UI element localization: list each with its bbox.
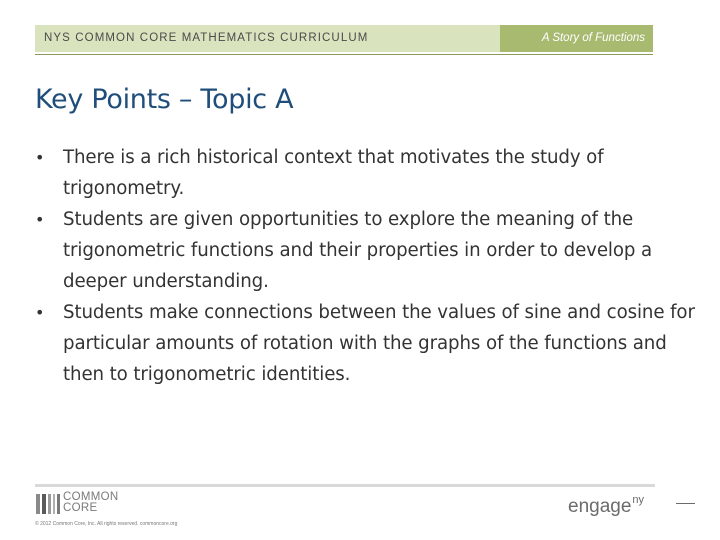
key-points-list <box>35 142 695 390</box>
bullet-text: Students make connections between the values of sine and cosine for particular amounts of rotation with the graphs of the functions and then to trigonometric identities. <box>63 302 695 385</box>
engage-text: engage <box>568 496 632 517</box>
bullet-item <box>35 297 695 390</box>
header-divider <box>35 54 653 55</box>
bullet-icon: • <box>35 210 45 229</box>
common-core-logo-text <box>63 492 118 514</box>
footer-divider <box>35 484 655 487</box>
logo-line-1: COMMON <box>63 491 119 503</box>
engageny-logo <box>568 494 644 518</box>
bullet-text: Students are given opportunities to explore the meaning of the trigonometric functions and their properties in order to develop a deeper understanding. <box>63 209 653 292</box>
ny-text: ny <box>632 494 645 506</box>
slide-title: Key Points – Topic A <box>35 84 294 115</box>
common-core-logo-icon <box>36 494 60 514</box>
logo-line-2: CORE <box>63 502 98 514</box>
bullet-item <box>35 204 695 297</box>
bullet-icon: • <box>35 303 45 322</box>
curriculum-header: NYS COMMON CORE MATHEMATICS CURRICULUM <box>44 32 369 44</box>
bullet-icon: • <box>35 148 45 167</box>
engage-dash <box>676 503 695 504</box>
story-header: A Story of Functions <box>541 32 645 44</box>
bullet-text: There is a rich historical context that motivates the study of trigonometry. <box>63 147 604 199</box>
bullet-item <box>35 142 695 204</box>
copyright-notice: © 2012 Common Core, Inc. All rights reserved. commoncore.org <box>35 521 178 527</box>
